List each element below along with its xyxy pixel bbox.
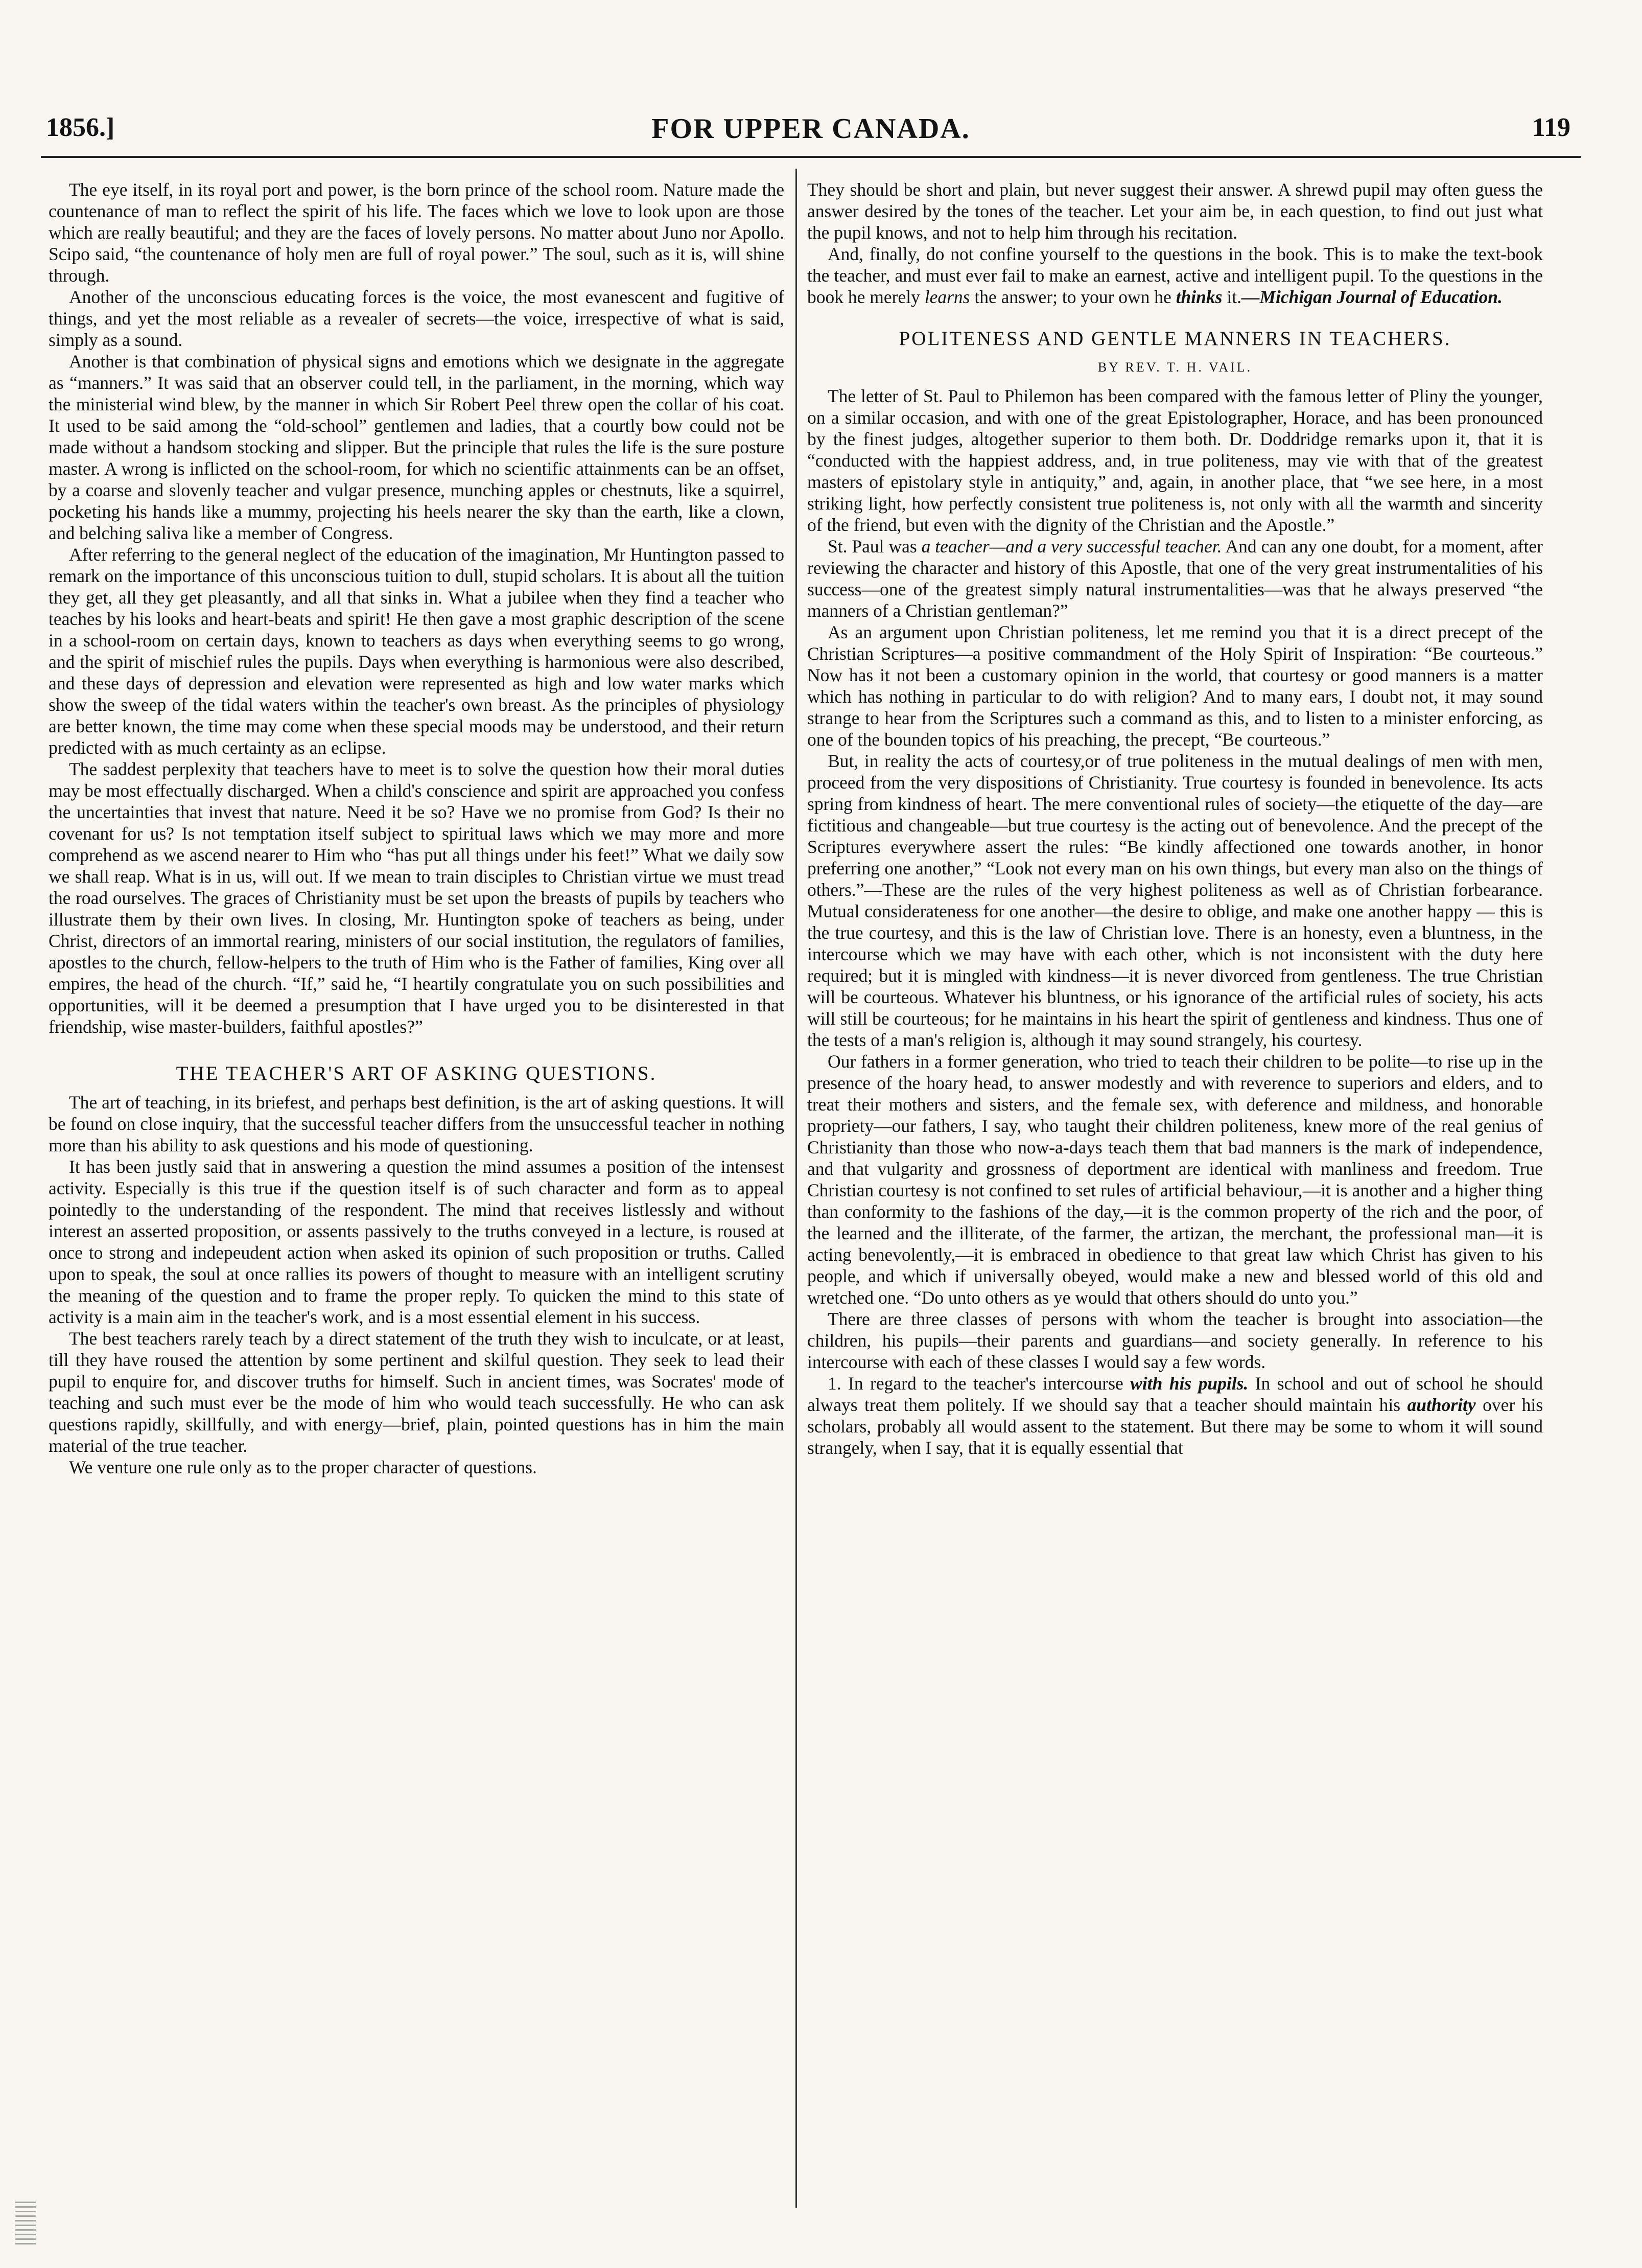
page-number: 119	[1532, 113, 1570, 142]
paragraph: The art of teaching, in its briefest, and perhaps best definition, is the art of asking questions. It will be found on close inquiry, that the successful teacher differs from the unsuccessful teacher in nothing more than his ability to ask questions and his mode of questioning.	[49, 1092, 784, 1155]
emphasis-with-his-pupils: with his pupils.	[1130, 1373, 1249, 1394]
paragraph	[807, 243, 1543, 308]
paragraph: They should be short and plain, but never suggest their answer. A shrewd pupil may often guess the answer desired by the tones of the teacher. Let your aim be, in each question, to find out just what the pupil knows, and not to help him through his recitation.	[807, 179, 1543, 243]
paragraph	[807, 536, 1543, 621]
paragraph: But, in reality the acts of courtesy,or of true politeness in the mutual dealings of men with men, proceed from the very dispositions of Christianity. True courtesy is founded in benevolence. Its acts spring from kindness of heart. The mere conventional rules of society—the etiquette of the day—are fictitious and changeable—but true courtesy is the acting out of benevolence. And the precept of the Scriptures everywhere assert the rules: “Be kindly affectioned one towards another, in honor preferring one another,” “Look not every man on his own things, but every man also on the things of others.”—These are the rules of the very highest politeness as well as of Christian forbearance. Mutual considerateness for one another—the desire to oblige, and make one another happy — this is the true courtesy, and this is the law of Christian love. There is an honesty, even a bluntness, in the intercourse which we may have with each other, which is not inconsistent with the duty here required; but it is mingled with kindness—it is never divorced from gentleness. The true Christian will be courteous. Whatever his bluntness, or his ignorance of the artificial rules of society, his acts will still be courteous; for he maintains in his heart the spirit of gentleness and kindness. Thus one of the tests of a man's religion is, although it may sound strangely, his courtesy.	[807, 751, 1543, 1050]
byline: BY REV. T. H. VAIL.	[1097, 360, 1253, 375]
emphasis-learns: learns	[924, 287, 970, 307]
text-run: the answer; to your own he	[974, 287, 1171, 307]
text-run: St. Paul was	[828, 536, 917, 557]
paragraph: It has been justly said that in answering a question the mind assumes a position of the intensest activity. Especially is this true if the question itself is of such character and form as to appeal pointedly to the understanding of the respondent. The mind that receives listlessly and without interest an asserted proposition, or assents passively to the truths conveyed in a lecture, is roused at once to strong and indepeudent action when asked its opinion of such proposition or truths. Called upon to speak, the soul at once rallies its powers of thought to measure with an intelligent scrutiny the meaning of the question and to frame the proper reply. To quicken the mind to this state of activity is a main aim in the teacher's work, and is a most essential element in his success.	[49, 1156, 784, 1327]
paragraph: Our fathers in a former generation, who tried to teach their children to be polite—to rise up in the presence of the hoary head, to answer modestly and with reverence to superiors and elders, and to treat their mothers and sisters, and the female sex, with deference and mildness, and honorable propriety—our fathers, I say, who taught their children politeness, knew more of the real genius of Christianity than those who now-a-days teach them that bad manners is the mark of independence, and that vulgarity and grossness of deportment are identical with manliness and freedom. True Christian courtesy is not confined to set rules of artificial behaviour,—it is another and a higher thing than conformity to the fashions of the day,—it is the common property of the rich and the poor, of the learned and the illiterate, of the farmer, the artizan, the merchant, the professional man—it is acting benevolently,—it is embraced in obedience to that great law which Christ has given to his people, and which if universally obeyed, would make a new and blessed world of this old and wretched one. “Do unto others as ye would that others should do unto you.”	[807, 1051, 1543, 1308]
header-rule	[41, 156, 1581, 158]
text-run: And, finally, do not confine yourself to the questions in the book. This is to make the text-book the teacher, and must ever fail to make an earnest, active and intelligent pupil. To the questions in the book he merely	[807, 244, 1543, 307]
paragraph: After referring to the general neglect of the education of the imagination, Mr Huntington passed to remark on the importance of this unconscious tuition to dull, stupid scholars. It is about all the tuition they get, all they get pleasantly, and all that sinks in. What a jubilee when they find a teacher who teaches by his looks and heart-beats and spirit! He then gave a most graphic description of the scene in a school-room on certain days, known to teachers as days when everything seems to go wrong, and the spirit of mischief rules the pupils. Days when everything is harmonious were also described, and these days of depression and elevation were represented as high and low water marks which show the sweep of the tidal waters within the teacher's own breast. As the principles of physiology are better known, the time may come when these special moods may be understood, and their return predicted with as much certainty as an eclipse.	[49, 544, 784, 758]
text-run: And can any one doubt, for a moment, after reviewing the character and history of this Apostle, that one of the very great instrumentalities of his success—one of the greatest simply natural instrumentalities—was that he always preserved “the manners of a Christian gentleman?”	[807, 536, 1543, 621]
margin-mark	[15, 2202, 36, 2248]
source-attribution: —Michigan Journal of Education.	[1241, 287, 1503, 307]
emphasis-thinks: thinks	[1176, 287, 1223, 307]
emphasis-teacher: a teacher—and a very successful teacher.	[921, 536, 1222, 557]
paragraph: There are three classes of persons with whom the teacher is brought into association—the children, his pupils—their parents and guardians—and society generally. In reference to his intercourse with each of these classes I would say a few words.	[807, 1309, 1543, 1372]
paragraph: Another of the unconscious educating forces is the voice, the most evanescent and fugitive of things, and yet the most reliable as a revealer of secrets—the voice, irrespective of what is said, simply as a sound.	[49, 287, 784, 350]
text-run: 1. In regard to the teacher's intercourse	[828, 1373, 1123, 1394]
header-year: 1856.]	[46, 113, 115, 142]
text-run: In school and out of school he should always treat them politely. If we should say that a teacher should maintain his	[807, 1373, 1543, 1415]
paragraph: The saddest perplexity that teachers have to meet is to solve the question how their moral duties may be most effectually discharged. When a child's conscience and spirit are approached you confess the uncertainties that invest that nature. Need it be so? Have we no promise from God? Is their no covenant for us? Is not temptation itself subject to spiritual laws which we may more and more comprehend as we ascend nearer to Him who “has put all things under his feet!” What we daily sow we shall reap. What is in us, will out. If we mean to train disciples to Christian virtue we must tread the road ourselves. The graces of Christianity must be set upon the breasts of pupils by teachers who illustrate them by their own lives. In closing, Mr. Huntington spoke of teachers as being, under Christ, directors of an immortal rearing, ministers of our social institution, the regulators of families, apostles to the church, fellow-helpers to the truth of Him who is the Father of families, King over all empires, the head of the church. “If,” said he, “I heartily congratulate you on such possibilities and opportunities, will it be deemed a presumption that I have urged you to be disinterested in that friendship, wise master-builders, faithful apostles?”	[49, 759, 784, 1037]
paragraph: Another is that combination of physical signs and emotions which we designate in the aggregate as “manners.” It was said that an observer could tell, in the parliament, in the morning, which way the ministerial wind blew, by the manner in which Sir Robert Peel threw open the collar of his coat. It used to be said among the “old-school” gentlemen and ladies, that a courtly bow could not be made without a handsom stocking and slipper. But the principle that rules the life is the sure posture master. A wrong is inflicted on the school-room, for which no scientific attainments can be an offset, by a coarse and slovenly teacher and vulgar presence, munching apples or chestnuts, like a squirrel, pocketing his hands like a mummy, projecting his heels nearer the sky than the earth, like a clown, and belching saliva like a member of Congress.	[49, 351, 784, 543]
header-title: FOR UPPER CANADA.	[651, 113, 970, 145]
text-run: it.	[1227, 287, 1241, 307]
left-column	[49, 179, 784, 2208]
paragraph: The letter of St. Paul to Philemon has been compared with the famous letter of Pliny the younger, on a similar occasion, and with one of the great Epistolographer, Horace, and has been pronounced by the finest judges, altogether superior to them both. Dr. Doddridge remarks upon it, that it is “conducted with the happiest address, and, in true politeness, may vie with that of the greatest masters of epistolary style in antiquity,” and, again, in another place, that “we see here, in a most striking light, how perfectly consistent true politeness is, not only with all the warmth and sincerity of the friend, but even with the dignity of the Christian and the Apostle.”	[807, 386, 1543, 535]
paragraph: We venture one rule only as to the proper character of questions.	[69, 1457, 537, 1477]
article-title-asking-questions: THE TEACHER'S ART OF ASKING QUESTIONS.	[176, 1062, 657, 1084]
article-title-politeness: POLITENESS AND GENTLE MANNERS IN TEACHERS.	[899, 328, 1451, 350]
running-header	[41, 107, 1581, 153]
right-column	[807, 179, 1543, 2208]
column-divider	[795, 169, 797, 2208]
paragraph: As an argument upon Christian politeness, let me remind you that it is a direct precept of the Christian Scriptures—a positive commandment of the Holy Spirit of Inspiration: “Be courteous.” Now has it not been a customary opinion in the world, that courtesy or good manners is a matter which has nothing in particular to do with religion? And to many ears, I doubt not, it may sound strange to hear from the Scriptures such a command as this, and to listen to a minister enforcing, as one of the bounden topics of his preaching, the precept, “Be courteous.”	[807, 622, 1543, 750]
paragraph	[807, 1373, 1543, 1459]
emphasis-authority: authority	[1407, 1395, 1476, 1415]
paragraph: The eye itself, in its royal port and power, is the born prince of the school room. Nature made the countenance of man to reflect the spirit of his life. The faces which we love to look upon are those which are really beautiful; and they are the faces of lovely persons. No matter about Juno nor Apollo. Scipo said, “the countenance of holy men are full of royal power.” The soul, such as it is, will shine through.	[49, 179, 784, 286]
paragraph: The best teachers rarely teach by a direct statement of the truth they wish to inculcate, or at least, till they have roused the attention by some pertinent and skilful question. They seek to lead their pupil to enquire for, and discover truths for himself. Such in ancient times, was Socrates' mode of teaching and such must ever be the mode of him who would teach successfully. He who can ask questions rapidly, skillfully, and with energy—brief, plain, pointed questions has in him the main material of the true teacher.	[49, 1328, 784, 1456]
text-run: over his scholars, probably all would assent to the statement. But there may be some to whom it will sound strangely, when I say, that it is equally essential that	[807, 1395, 1543, 1458]
